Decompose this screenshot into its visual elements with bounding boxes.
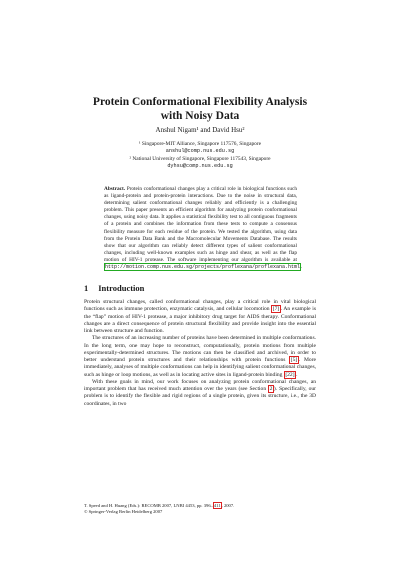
body-text (84, 299, 316, 408)
paragraph-2 (84, 335, 316, 379)
abstract-text: Protein conformational changes play a critical role in biological functions such as ligand-protein and protein-protein interactions. Due to the noise in structural data, determining salient conformational changes reliably and efficiently is a challenging problem. This paper presents an efficient algorithm for analyzing protein conformational changes, using noisy data. It applies a statistical flexibility test to all contiguous fragments of a protein and combines the information from these tests to compute a consensus flexibility measure for each residue of the protein. We tested the algorithm, using data from the Protein Data Bank and the Macromolecular Movements Database. The results show that our algorithm can reliably detect different types of salient conformational changes, including well-known examples such as hinge and shear, as well as the flap motion of HIV-1 protease. The software implementing our algorithm is available at (104, 186, 297, 263)
affiliation-1-text: ¹ Singapore-MIT Alliance, Singapore 117576, Singapore (138, 141, 262, 147)
paper-title-line-2: with Noisy Data (160, 110, 240, 122)
paragraph-1-text-b: . An example is the “flap” motion of HIV-1 protease, a major inhibitory drug target for AIDS therapy. Conformational changes are a direct consequence of protein structural flexibility and provide insight into the essential link between structure and function. (84, 306, 316, 334)
footer-page-link[interactable]: 411 (213, 503, 221, 508)
paper-title-line-1: Protein Conformational Flexibility Analysis (92, 96, 308, 108)
paragraph-3 (84, 379, 316, 408)
paragraph-2-text-c: . (296, 371, 298, 378)
footer-citation-end: , 2007. (221, 503, 235, 508)
citation-link[interactable]: [22] (285, 371, 295, 378)
paragraph-2-text-a: The structures of an increasing number of proteins have been determined in multiple conformations. In the long term, one may hope to reconstruct, computationally, protein motions from multiple experimentally-determined structures. The motions can then be classified and archived, in order to better understand protein structures and their relationships with protein functions (84, 335, 316, 363)
abstract (104, 186, 303, 271)
footer-copyright: © Springer-Verlag Berlin Heidelberg 2007 (84, 509, 163, 514)
paragraph-2-text-b: . More immediately, analyses of multiple conformations can help in identifying salient conformational changes, such as hinge or loop motions, as well as in locating active sites in ligand-protein binding (84, 357, 316, 378)
paragraph-3-text-b: ). Specifically, our problem is to identify the flexible and rigid regions of a single protein, given its structure, i.e., the 3D coordinates, in two (84, 386, 317, 407)
footer-citation-text: T. Speed and H. Huang (Eds.): RECOMB 2007, LNBI 4453, pp. 396– (84, 503, 213, 508)
citation-link[interactable]: [5] (290, 357, 298, 363)
paragraph-1 (84, 299, 316, 335)
citation-link[interactable]: [7] (272, 306, 280, 313)
paragraph-3-text-a: With these goals in mind, our work focuses on analyzing protein conformational changes, an important problem that has received much attention over the years (see Section (84, 378, 316, 392)
abstract-label: Abstract. (104, 186, 126, 192)
abstract-url-link[interactable]: http://motion.comp.nus.edu.sg/projects/proflexana/proflexana.html (105, 264, 301, 271)
abstract-end: . (301, 264, 303, 271)
affiliation-2 (0, 156, 400, 170)
affiliation-2-email[interactable]: dyhsu@comp.nus.edu.sg (167, 163, 233, 169)
paragraph-1-text-a: Protein structural changes, called conformational changes, play a critical role in vital biological functions such as immune protection, enzymatic catalysis, and cellular locomotion (84, 299, 316, 313)
section-heading (84, 283, 154, 293)
affiliation-2-text: ² National University of Singapore, Singapore 117543, Singapore (129, 156, 271, 162)
paper-authors: Anshul Nigam¹ and David Hsu² (155, 126, 245, 134)
affiliation-1-email[interactable]: anshul@comp.nus.edu.sg (165, 148, 235, 154)
affiliation-1 (0, 141, 400, 155)
section-link[interactable]: 2 (269, 386, 273, 392)
section-title: Introduction (98, 283, 145, 293)
page-footer (84, 503, 324, 515)
section-number: 1 (84, 283, 89, 293)
